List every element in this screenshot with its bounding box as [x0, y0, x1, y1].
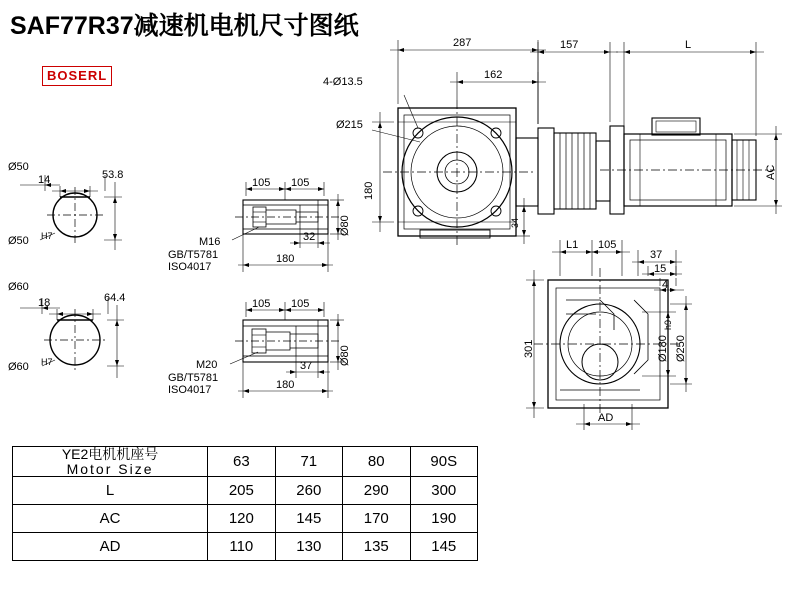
label-105-top-right: 105	[291, 177, 310, 189]
table-cell: 145	[410, 533, 478, 561]
label-15: 15	[654, 263, 667, 275]
label-157: 157	[560, 39, 579, 51]
table-row	[13, 477, 478, 505]
table-cell: 130	[275, 533, 342, 561]
page-title: SAF77R37减速机电机尺寸图纸	[10, 12, 359, 40]
label-105-bot-right: 105	[291, 298, 310, 310]
table-header-label-cn: YE2电机机座号	[61, 446, 159, 462]
label-d215: Ø215	[336, 119, 363, 131]
table-cell: 290	[343, 477, 410, 505]
label-4: 4	[662, 279, 669, 291]
label-37-bot: 37	[300, 360, 313, 372]
table-cell: 170	[343, 505, 410, 533]
label-64-4: 64.4	[104, 292, 126, 304]
label-d60-h7: Ø60	[8, 361, 29, 373]
label-key-14: 14	[38, 174, 51, 186]
label-d180h9: Ø180	[657, 335, 669, 362]
label-d60: Ø60	[8, 281, 29, 293]
table-size-63: 63	[208, 447, 275, 477]
label-37-end: 37	[650, 249, 663, 261]
label-180-top: 180	[276, 253, 295, 265]
table-cell: 260	[275, 477, 342, 505]
label-d80-top: Ø80	[339, 215, 351, 236]
label-4-hole: 4-Ø13.5	[323, 76, 363, 88]
label-m20-std1: GB/T5781	[168, 372, 219, 384]
table-row	[13, 505, 478, 533]
table-size-90s: 90S	[410, 447, 478, 477]
label-m16-std2: ISO4017	[168, 261, 212, 273]
table-row-label-AC: AC	[13, 505, 208, 533]
label-105-end: 105	[598, 239, 617, 251]
label-m16-std1: GB/T5781	[168, 249, 219, 261]
label-d50: Ø50	[8, 161, 29, 173]
label-287: 287	[453, 37, 472, 49]
label-180-bot: 180	[276, 379, 295, 391]
table-size-71: 71	[275, 447, 342, 477]
label-162: 162	[484, 69, 503, 81]
table-row	[13, 533, 478, 561]
table-row-label-L: L	[13, 477, 208, 505]
table-cell: 190	[410, 505, 478, 533]
table-cell: 135	[343, 533, 410, 561]
table-header-label-en: Motor Size	[66, 460, 154, 477]
label-d180-sup: h9	[663, 319, 673, 330]
label-d250: Ø250	[675, 335, 687, 362]
label-105-top-left: 105	[252, 177, 271, 189]
label-d80-bot: Ø80	[339, 345, 351, 366]
table-size-80: 80	[343, 447, 410, 477]
table-cell: 145	[275, 505, 342, 533]
table-cell: 300	[410, 477, 478, 505]
label-d60-h7-sup: H7	[41, 357, 53, 367]
motor-size-table	[12, 446, 478, 561]
label-301: 301	[523, 339, 535, 358]
label-L: L	[685, 39, 692, 51]
label-m20-std2: ISO4017	[168, 384, 212, 396]
label-105-bot-left: 105	[252, 298, 271, 310]
table-cell: 120	[208, 505, 275, 533]
table-row-header	[13, 447, 478, 477]
label-180-main: 180	[363, 181, 375, 200]
label-m16: M16	[199, 236, 221, 248]
label-AC: AC	[765, 164, 777, 180]
label-key-18: 18	[38, 297, 51, 309]
label-53-8: 53.8	[102, 169, 124, 181]
label-d50-h7: Ø50	[8, 235, 29, 247]
label-34: 34	[510, 217, 520, 228]
table-row-label-AD: AD	[13, 533, 208, 561]
brand-logo: BOSERL	[42, 66, 112, 86]
table-header-label	[13, 447, 208, 477]
label-d50-h7-sup: H7	[41, 231, 53, 241]
label-AD: AD	[598, 412, 614, 424]
label-m20: M20	[196, 359, 218, 371]
label-32: 32	[303, 231, 316, 243]
table-cell: 205	[208, 477, 275, 505]
label-L1: L1	[566, 239, 579, 251]
table-cell: 110	[208, 533, 275, 561]
